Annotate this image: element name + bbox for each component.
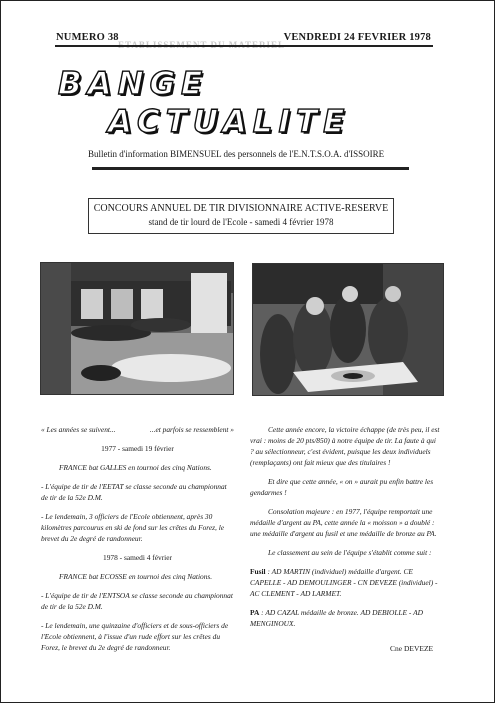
paragraph: FRANCE bat ECOSSE en tournoi des cinq Nations. [59, 572, 213, 581]
photo-officers-target [252, 263, 444, 396]
tagline [41, 424, 234, 435]
paragraph: - L'équipe de tir de l'EETAT se classe seconde au championnat de tir de la 52e D.M. [41, 482, 227, 502]
results-pa-text: : AD CAZAL médaille de bronze. AD DEBIOLLE - AD MENGINOUX. [250, 608, 423, 628]
paragraph: Et dire que cette année, « on » aurait pu enfin battre les gendarmes ! [250, 477, 434, 497]
top-rule [55, 45, 433, 47]
headline: CONCOURS ANNUEL DE TIR DIVISIONNAIRE ACTIVE-RESERVE [93, 203, 389, 214]
results-pa-label: PA [250, 608, 260, 617]
headline-box [88, 198, 394, 234]
tagline-left: « Les années se suivent... [41, 425, 116, 434]
issue-date: VENDREDI 24 FEVRIER 1978 [283, 32, 431, 43]
issue-number: NUMERO 38 [56, 32, 119, 43]
tagline-right: ...et parfois se ressemblent » [149, 425, 234, 434]
article-column-left [41, 424, 234, 661]
paragraph: Le classement au sein de l'équipe s'établit comme suit : [268, 548, 432, 557]
paragraph: Consolation majeure : en 1977, l'équipe remportait une médaille d'argent au PA, cette année la « moisson » a doublé : une médaille d'argent au fusil et une médaille de bronze au PA. [250, 507, 437, 538]
photo-shooters-prone [40, 262, 234, 395]
section-1977-title: 1977 - samedi 19 février [101, 444, 174, 453]
results-fusil-label: Fusil [250, 567, 266, 576]
masthead-title-line2: ACTUALITE [108, 104, 351, 140]
results-fusil-text: : AD MARTIN (individuel) médaille d'argent. CE CAPELLE - AD DEMOULINGER - CN DEVEZE (individuel) - AC CLEMENT - AD LARMET. [250, 567, 438, 598]
headline-subtitle: stand de tir lourd de l'Ecole - samedi 4 février 1978 [148, 217, 334, 227]
photo-officers-target-image [253, 264, 443, 395]
results-pa [250, 607, 441, 629]
paragraph: FRANCE bat GALLES en tournoi des cinq Nations. [59, 463, 212, 472]
photo-shooters-prone-image [41, 263, 233, 394]
article-column-right [250, 424, 441, 637]
section-1978-title: 1978 - samedi 4 février [103, 553, 172, 562]
paragraph: - L'équipe de tir de l'ENTSOA se classe seconde au championnat de tir de la 52e D.M. [41, 591, 233, 611]
masthead-title-line1: BANGE [58, 66, 209, 102]
masthead-subtitle: Bulletin d'information BIMENSUEL des personnels de l'E.N.T.S.O.A. d'ISSOIRE [88, 149, 385, 159]
paragraph: - Le lendemain, une quinzaine d'officiers et de sous-officiers de l'Ecole obtiennent, à l'issue d'un rude effort sur les crêtes du Forez, le brevet du 2e degré de randonneur. [41, 621, 229, 652]
paragraph: Cette année encore, la victoire échappe (de très peu, il est vrai : moins de 20 pts/850) à notre équipe de tir. La faute à qui ? au sélectionneur, c'est évident, puisque les deux individuels (remplaçants) ont fait mieux que des titulaires ! [250, 425, 440, 467]
author-signature: Cne DEVEZE [390, 644, 434, 653]
masthead-rule [92, 167, 409, 170]
results-fusil [250, 566, 441, 599]
paragraph: - Le lendemain, 3 officiers de l'Ecole obtiennent, après 30 kilomètres parcourus en ski de fond sur les crêtes du Forez, le brevet du 2e degré de randonneur. [41, 512, 225, 543]
